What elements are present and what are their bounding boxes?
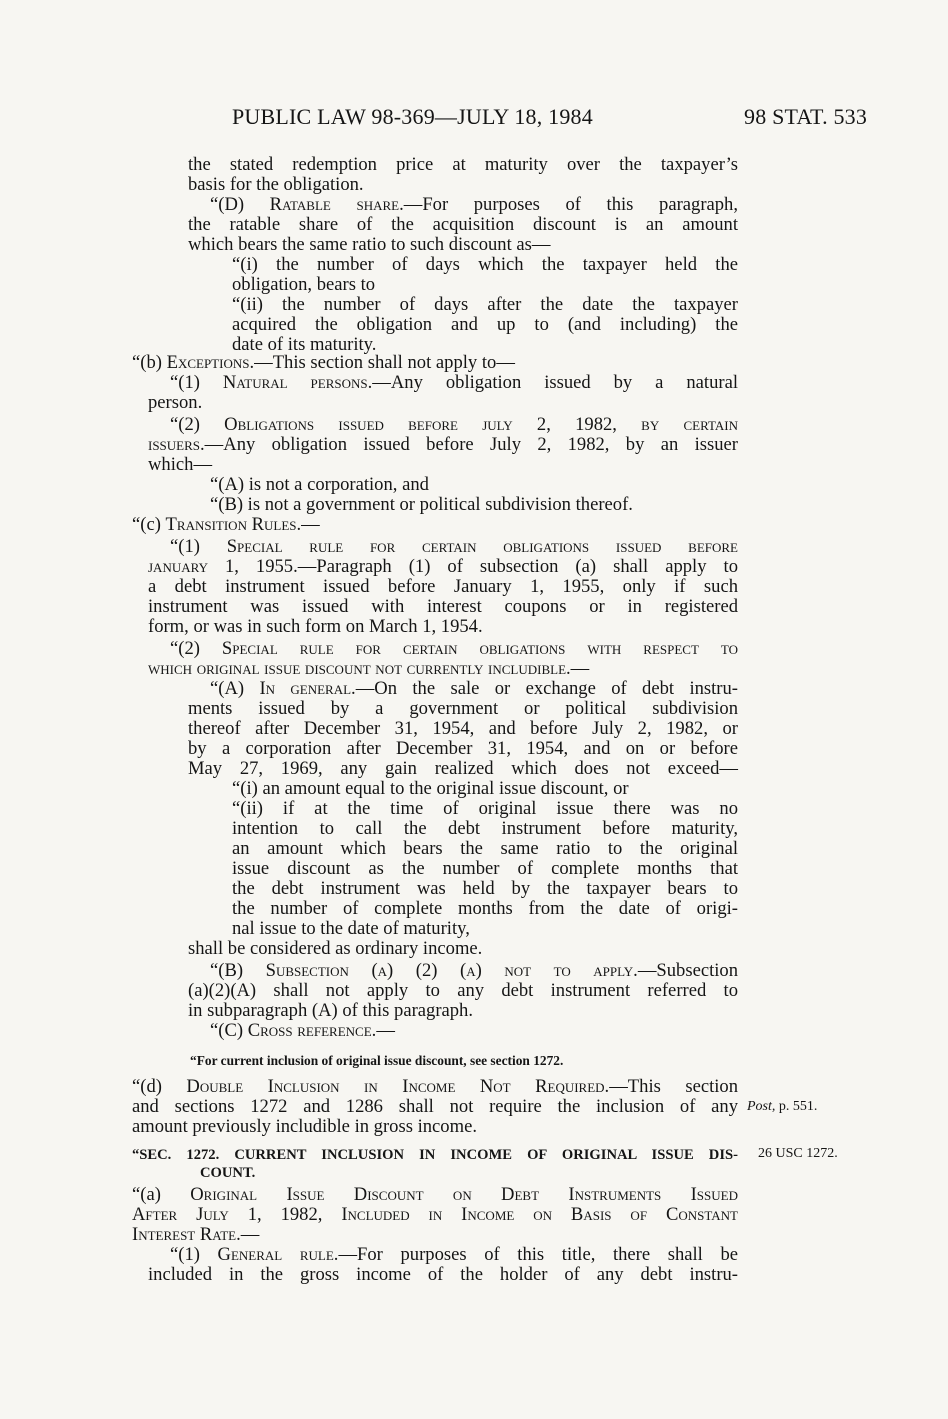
- text-run: thereof after December 31, 1954, and before July 2, 1982, or: [188, 718, 738, 739]
- text-run: included in the gross income of the holder of any debt instru-: [148, 1264, 738, 1285]
- small-caps-heading: Special rule for certain obligations issued before: [226, 536, 738, 557]
- text-line: [148, 617, 483, 637]
- small-caps-heading: january 1, 1955.: [148, 556, 298, 577]
- text-run: date of its maturity.: [232, 334, 377, 355]
- text-line: [190, 1051, 563, 1071]
- text-run: “(2): [170, 638, 222, 659]
- text-line: [148, 393, 202, 413]
- text-line: [188, 739, 738, 759]
- text-line: [232, 899, 738, 919]
- text-line: [132, 515, 320, 535]
- small-caps-heading: Cross reference.: [247, 1020, 377, 1041]
- text-run: “(2): [170, 414, 225, 435]
- text-line: [188, 719, 738, 739]
- text-line: [132, 1117, 477, 1137]
- small-caps-heading: Double Inclusion in Income Not Required.: [186, 1076, 610, 1097]
- text-run: —For purposes of this title, there shall be: [338, 1244, 738, 1265]
- text-run: issue discount as the number of complete months that: [232, 858, 738, 879]
- text-run: a debt instrument issued before January 1, 1955, only if such: [148, 576, 738, 597]
- text-run: nal issue to the date of maturity,: [232, 918, 470, 939]
- text-run: “(B): [210, 960, 266, 981]
- text-line: [148, 1265, 738, 1285]
- text-run: amount previously includible in gross income.: [132, 1116, 477, 1137]
- text-line: [132, 1185, 738, 1205]
- text-run: —Any obligation issued by a natural: [372, 372, 738, 393]
- text-run: —This section: [609, 1076, 738, 1097]
- text-line: [148, 455, 212, 475]
- text-line: [200, 1163, 255, 1183]
- text-line: [232, 295, 738, 315]
- text-run: the debt instrument was held by the taxpayer bears to: [232, 878, 738, 899]
- text-run: instrument was issued with interest coupons or in registered: [148, 596, 738, 617]
- text-run: “(ii) if at the time of original issue there was no: [232, 798, 738, 819]
- text-line: [210, 495, 633, 515]
- text-run: which—: [148, 454, 213, 475]
- text-line: [170, 639, 738, 659]
- text-run: —Subsection: [637, 960, 739, 981]
- small-caps-heading: Ratable share.: [269, 194, 404, 215]
- text-line: [188, 699, 738, 719]
- text-line: [188, 981, 738, 1001]
- text-line: [132, 1077, 738, 1097]
- text-run: form, or was in such form on March 1, 1954.: [148, 616, 483, 637]
- text-run: “(D): [210, 194, 270, 215]
- text-line: [148, 435, 738, 455]
- text-run: an amount which bears the same ratio to the original: [232, 838, 738, 859]
- text-line: [170, 537, 738, 557]
- text-line: [232, 819, 738, 839]
- small-caps-heading: Exceptions.: [166, 352, 255, 373]
- text-run: —Paragraph (1) of subsection (a) shall apply to: [297, 556, 738, 577]
- text-line: [148, 659, 589, 679]
- text-run: shall be considered as ordinary income.: [188, 938, 483, 959]
- text-line: [188, 175, 364, 195]
- text-line: [232, 255, 738, 275]
- text-line: [232, 859, 738, 879]
- small-caps-heading: Natural persons.: [222, 372, 373, 393]
- text-line: [170, 373, 738, 393]
- text-line: [132, 1145, 738, 1165]
- text-run: May 27, 1969, any gain realized which does not exceed—: [188, 758, 738, 779]
- text-run: “(d): [132, 1076, 187, 1097]
- text-run: “(B) is not a government or political subdivision thereof.: [210, 494, 633, 515]
- text-run: —On the sale or exchange of debt instru-: [355, 678, 738, 699]
- text-run: “For current inclusion of original issue discount, see section 1272.: [190, 1053, 564, 1068]
- small-caps-heading: Obligations issued before july 2, 1982, by certain: [224, 414, 738, 435]
- text-run: —: [301, 514, 320, 535]
- text-run: in subparagraph (A) of this paragraph.: [188, 1000, 474, 1021]
- small-caps-heading: issuers.: [148, 434, 205, 455]
- small-caps-heading: In general.: [259, 678, 356, 699]
- text-line: [210, 961, 738, 981]
- text-run: intention to call the debt instrument before maturity,: [232, 818, 738, 839]
- text-line: [232, 779, 629, 799]
- text-line: [188, 235, 551, 255]
- small-caps-heading: Original Issue Discount on Debt Instruments Issued: [190, 1184, 738, 1205]
- text-run: —For purposes of this paragraph,: [403, 194, 738, 215]
- page-header-title: PUBLIC LAW 98-369—JULY 18, 1984: [232, 104, 593, 129]
- text-line: [188, 939, 482, 959]
- small-caps-heading: Subsection (a) (2) (a) not to apply.: [265, 960, 638, 981]
- text-line: [188, 759, 738, 779]
- text-line: [132, 1225, 259, 1245]
- text-run: —: [376, 1020, 395, 1041]
- text-run: by a corporation after December 31, 1954, and on or before: [188, 738, 738, 759]
- text-run: “(1): [170, 1244, 218, 1265]
- text-run: “(i) an amount equal to the original issue discount, or: [232, 778, 629, 799]
- text-run: “(1): [170, 536, 227, 557]
- margin-note-post-page: p. 551.: [775, 1099, 818, 1114]
- small-caps-heading: Interest Rate.: [132, 1224, 241, 1245]
- text-run: “(A): [210, 678, 260, 699]
- text-line: [188, 1001, 473, 1021]
- text-run: —This section shall not apply to—: [254, 352, 515, 373]
- text-run: the ratable share of the acquisition discount is an amount: [188, 214, 738, 235]
- text-run: “(c): [132, 514, 166, 535]
- text-line: [210, 1021, 395, 1041]
- text-line: [188, 155, 738, 175]
- margin-note-post-italic: Post,: [747, 1099, 776, 1114]
- text-run: the stated redemption price at maturity over the taxpayer’s: [188, 154, 738, 175]
- text-run: “(1): [170, 372, 223, 393]
- text-run: “(C): [210, 1020, 248, 1041]
- text-line: [232, 919, 470, 939]
- text-line: [210, 679, 738, 699]
- text-line: [232, 879, 738, 899]
- text-line: [170, 1245, 738, 1265]
- text-run: basis for the obligation.: [188, 174, 364, 195]
- text-line: [210, 195, 738, 215]
- text-line: [170, 415, 738, 435]
- text-run: —: [570, 658, 590, 679]
- text-run: COUNT.: [200, 1165, 256, 1181]
- text-run: —: [240, 1224, 260, 1245]
- text-line: [132, 1205, 738, 1225]
- text-line: [232, 799, 738, 819]
- text-run: “(A) is not a corporation, and: [210, 474, 429, 495]
- small-caps-heading: After July 1, 1982, Included in Income on Basis of Constant: [132, 1204, 738, 1225]
- text-line: [188, 215, 738, 235]
- text-line: [232, 315, 738, 335]
- text-run: “(a): [132, 1184, 191, 1205]
- text-run: ments issued by a government or political subdivision: [188, 698, 738, 719]
- text-run: —Any obligation issued before July 2, 1982, by an issuer: [204, 434, 738, 455]
- text-run: which bears the same ratio to such discount as—: [188, 234, 551, 255]
- text-line: [148, 577, 738, 597]
- small-caps-heading: General rule.: [217, 1244, 339, 1265]
- text-run: “(i) the number of days which the taxpayer held the: [232, 254, 738, 275]
- text-run: obligation, bears to: [232, 274, 376, 295]
- text-line: [132, 353, 515, 373]
- text-line: [132, 1097, 738, 1117]
- text-run: “(b): [132, 352, 167, 373]
- text-run: (a)(2)(A) shall not apply to any debt instrument referred to: [188, 980, 738, 1001]
- small-caps-heading: Transition Rules.: [165, 514, 302, 535]
- text-run: the number of complete months from the date of origi-: [232, 898, 738, 919]
- text-run: and sections 1272 and 1286 shall not require the inclusion of any: [132, 1096, 738, 1117]
- text-run: acquired the obligation and up to (and including) the: [232, 314, 738, 335]
- text-line: [148, 597, 738, 617]
- text-line: [210, 475, 429, 495]
- text-run: “SEC. 1272. CURRENT INCLUSION IN INCOME OF ORIGINAL ISSUE DIS-: [132, 1147, 738, 1163]
- small-caps-heading: which original issue discount not currently includible.: [148, 658, 571, 679]
- text-run: “(ii) the number of days after the date the taxpayer: [232, 294, 738, 315]
- small-caps-heading: Special rule for certain obligations with respect to: [221, 638, 738, 659]
- text-line: [232, 839, 738, 859]
- text-line: [232, 275, 375, 295]
- text-line: [148, 557, 738, 577]
- text-run: person.: [148, 392, 203, 413]
- margin-note-post-reference: [747, 1099, 817, 1115]
- margin-note-usc-citation: 26 USC 1272.: [758, 1146, 838, 1161]
- page-header-stat-number: 98 STAT. 533: [744, 104, 868, 129]
